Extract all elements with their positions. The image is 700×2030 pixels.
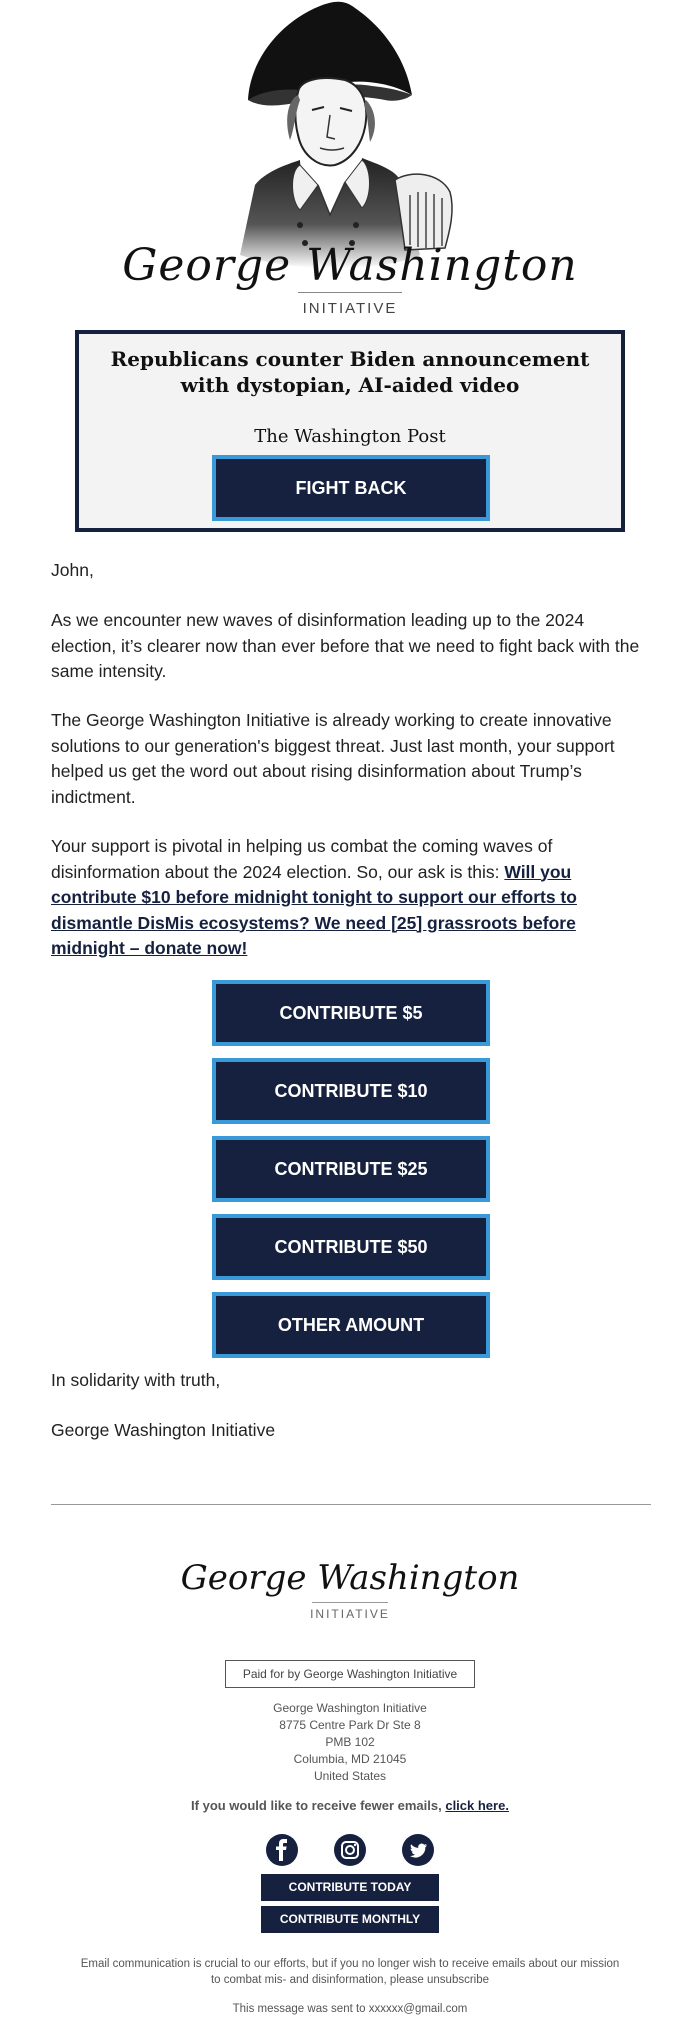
donate-now-link[interactable]: Will you contribute $10 before midnight tonight to support our efforts to dismantle DisMis ecosystems? We need [25] grassroots before midnight – donate now! bbox=[51, 861, 577, 958]
ask-intro: Your support is pivotal in helping us combat the coming waves of disinformation about the 2024 election. So, our ask is this: bbox=[51, 836, 553, 882]
address-line: PMB 102 bbox=[325, 1735, 375, 1749]
paragraph-3 bbox=[51, 834, 651, 962]
fewer-emails-notice: If you would like to receive fewer emails, click here. bbox=[191, 1798, 509, 1813]
header-logo bbox=[0, 0, 700, 325]
footer-logo-subtitle: INITIATIVE bbox=[310, 1607, 390, 1621]
closing: In solidarity with truth, bbox=[51, 1370, 221, 1390]
unsubscribe-notice: Email communication is crucial to our efforts, but if you no longer wish to receive emails about our mission to combat mis- and disinformation, please unsubscribe bbox=[80, 1958, 620, 1986]
logo-rule bbox=[298, 292, 402, 293]
featured-article-card bbox=[75, 330, 625, 532]
paragraph-2: The George Washington Initiative is already working to create innovative solutions to our generation's biggest threat. Just last month, your support helped us get the word out about rising disinformation about Trump’s indictment. bbox=[51, 710, 615, 807]
contribute-25-button[interactable]: CONTRIBUTE $25 bbox=[212, 1136, 490, 1202]
contribute-monthly-button[interactable]: CONTRIBUTE MONTHLY bbox=[261, 1906, 439, 1933]
contribute-10-button[interactable]: CONTRIBUTE $10 bbox=[212, 1058, 490, 1124]
footer-logo-rule bbox=[312, 1602, 388, 1603]
twitter-icon[interactable] bbox=[402, 1834, 434, 1866]
greeting: John, bbox=[51, 560, 94, 580]
fewer-emails-link[interactable]: click here. bbox=[445, 1798, 509, 1813]
logo-subtitle: INITIATIVE bbox=[302, 300, 398, 317]
address-line: 8775 Centre Park Dr Ste 8 bbox=[279, 1718, 421, 1732]
contribute-5-button[interactable]: CONTRIBUTE $5 bbox=[212, 980, 490, 1046]
paid-for-disclaimer: Paid for by George Washington Initiative bbox=[225, 1660, 475, 1688]
address-line: George Washington Initiative bbox=[273, 1701, 427, 1715]
contribute-today-button[interactable]: CONTRIBUTE TODAY bbox=[261, 1874, 439, 1901]
logo-wordmark: George Washington bbox=[122, 240, 578, 291]
facebook-icon[interactable] bbox=[266, 1834, 298, 1866]
other-amount-button[interactable]: OTHER AMOUNT bbox=[212, 1292, 490, 1358]
footer-logo bbox=[0, 1550, 700, 1630]
paragraph-1: As we encounter new waves of disinformation leading up to the 2024 election, it’s clearer now than ever before that we need to fight back with the same intensity. bbox=[51, 610, 640, 681]
signature: George Washington Initiative bbox=[51, 1420, 276, 1440]
footer-logo-wordmark: George Washington bbox=[180, 1558, 520, 1598]
mailing-address bbox=[0, 1700, 700, 1785]
address-line: Columbia, MD 21045 bbox=[293, 1752, 407, 1766]
article-source: The Washington Post bbox=[254, 426, 446, 447]
footer-divider bbox=[51, 1504, 651, 1505]
address-line: United States bbox=[313, 1769, 387, 1783]
sent-to-notice: This message was sent to xxxxxx@gmail.com bbox=[232, 2003, 468, 2015]
fight-back-button[interactable]: FIGHT BACK bbox=[212, 455, 490, 521]
instagram-icon[interactable] bbox=[334, 1834, 366, 1866]
recipient-email: xxxxxx@gmail.com bbox=[368, 2003, 468, 2015]
contribute-50-button[interactable]: CONTRIBUTE $50 bbox=[212, 1214, 490, 1280]
article-headline: Republicans counter Biden announcement with dystopian, AI-aided video bbox=[110, 347, 590, 397]
